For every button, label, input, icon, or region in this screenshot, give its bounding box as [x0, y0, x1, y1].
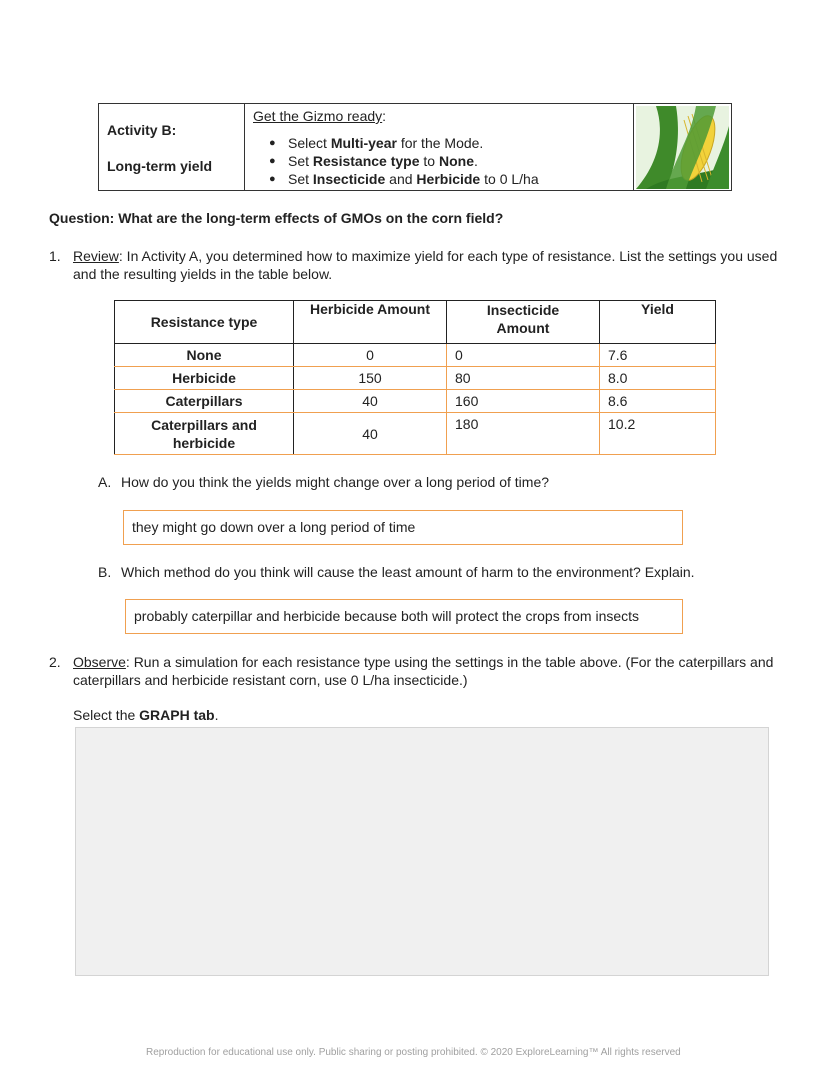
table-cell[interactable]: 40	[294, 390, 447, 413]
footer-copyright: Reproduction for educational use only. Public sharing or posting prohibited. © 2020 ExploreLearning™ All rights reserved	[146, 1047, 681, 1058]
table-cell[interactable]: 40	[294, 413, 447, 455]
table-cell[interactable]: 8.0	[600, 367, 716, 390]
table-cell: Herbicide	[115, 367, 294, 390]
table-header-cell: Yield	[600, 301, 716, 344]
observe-item	[49, 653, 779, 689]
table-row	[115, 413, 716, 455]
gizmo-ready-heading	[253, 108, 386, 124]
table-cell: Caterpillars	[115, 390, 294, 413]
corn-cob-image	[634, 104, 731, 190]
question-letter: A.	[98, 474, 112, 490]
select-graph-instruction: Select the GRAPH tab.	[73, 707, 219, 723]
item-number: 1.	[49, 248, 61, 264]
activity-subtitle: Long-term yield	[107, 158, 213, 174]
answer-a-field[interactable]: they might go down over a long period of time	[123, 510, 683, 545]
table-cell[interactable]: 80	[447, 367, 600, 390]
activity-header-box	[98, 103, 732, 191]
table-cell[interactable]: 150	[294, 367, 447, 390]
table-header-row	[115, 301, 716, 344]
observe-label: Observe	[73, 654, 126, 670]
table-cell[interactable]: 160	[447, 390, 600, 413]
main-question: Question: What are the long-term effects of GMOs on the corn field?	[49, 210, 504, 226]
question-a-text: How do you think the yields might change over a long period of time?	[121, 474, 550, 490]
question-b	[98, 564, 695, 580]
table-header-cell: Resistance type	[115, 301, 294, 344]
table-cell: Caterpillars and herbicide	[115, 413, 294, 455]
gizmo-step: ● Set Resistance type to None.	[269, 152, 539, 170]
answer-b-field[interactable]: probably caterpillar and herbicide because both will protect the crops from insects	[125, 599, 683, 634]
table-cell: None	[115, 344, 294, 367]
gizmo-steps-list	[269, 134, 539, 188]
review-body: : In Activity A, you determined how to maximize yield for each type of resistance. List the settings you used and the resulting yields in the table below.	[73, 248, 778, 282]
table-cell[interactable]: 0	[294, 344, 447, 367]
review-item	[49, 247, 779, 283]
activity-label-cell	[99, 104, 245, 190]
observe-body: : Run a simulation for each resistance type using the settings in the table above. (For the caterpillars and caterpillars and herbicide resistant corn, use 0 L/ha insecticide.)	[73, 654, 774, 688]
table-cell[interactable]: 8.6	[600, 390, 716, 413]
activity-title: Activity B:	[107, 122, 177, 138]
gizmo-ready-label: Get the Gizmo ready	[253, 108, 383, 124]
table-row	[115, 344, 716, 367]
observe-text	[73, 653, 779, 689]
question-b-text: Which method do you think will cause the least amount of harm to the environment? Explain.	[121, 564, 695, 580]
gizmo-instructions-cell	[245, 104, 634, 190]
review-label: Review	[73, 248, 119, 264]
question-letter: B.	[98, 564, 112, 580]
table-row	[115, 390, 716, 413]
question-a	[98, 474, 549, 490]
table-cell[interactable]: 180	[447, 413, 600, 455]
gizmo-step: ● Set Insecticide and Herbicide to 0 L/ha	[269, 170, 539, 188]
table-cell[interactable]: 10.2	[600, 413, 716, 455]
table-cell[interactable]: 0	[447, 344, 600, 367]
table-row	[115, 367, 716, 390]
gizmo-ready-colon: :	[382, 108, 387, 124]
table-cell[interactable]: 7.6	[600, 344, 716, 367]
table-header-cell: Insecticide Amount	[447, 301, 600, 344]
graph-placeholder-area[interactable]	[75, 727, 769, 976]
gizmo-step: ● Select Multi-year for the Mode.	[269, 134, 539, 152]
item-number: 2.	[49, 654, 61, 670]
resistance-settings-table	[114, 300, 716, 455]
review-text	[73, 247, 779, 283]
table-header-cell: Herbicide Amount	[294, 301, 447, 344]
